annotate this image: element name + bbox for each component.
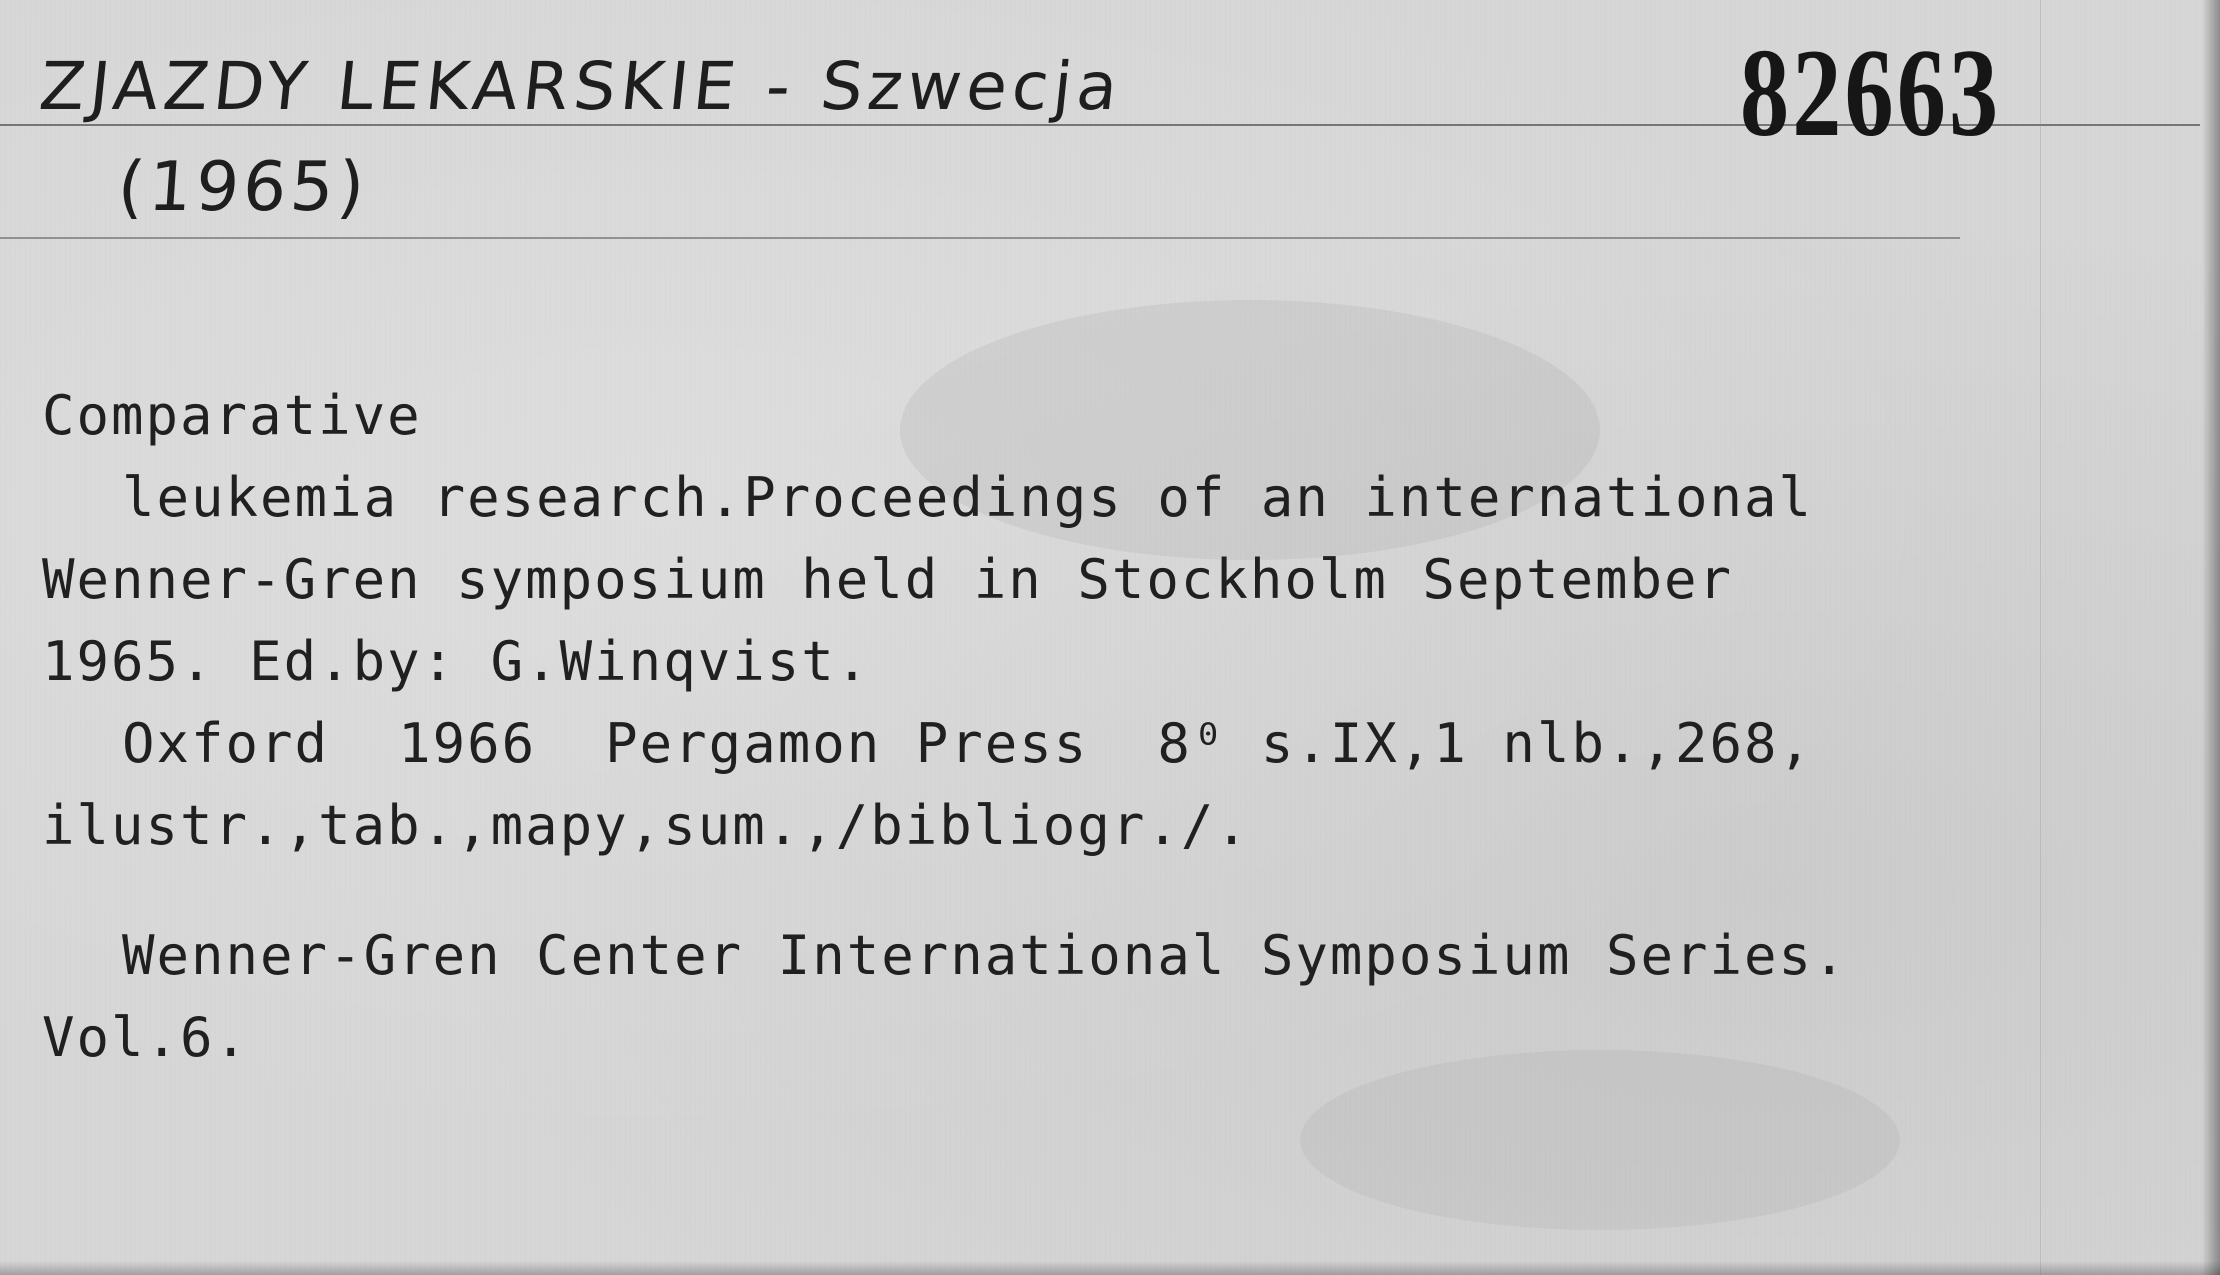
record-line: Wenner-Gren symposium held in Stockholm September [42, 548, 1734, 611]
card-edge-shadow [0, 1261, 2220, 1275]
series-line: Vol.6. [42, 1006, 250, 1069]
card-edge-shadow [2202, 0, 2220, 1275]
card-number: 82663 [1740, 24, 2002, 163]
series-line: Wenner-Gren Center International Symposium Series. [122, 924, 1848, 987]
record-line: leukemia research.Proceedings of an international [122, 466, 1814, 529]
record-line: Comparative [42, 384, 422, 447]
record-line: 1965. Ed.by: G.Winqvist. [42, 630, 871, 693]
vertical-crease [2040, 0, 2041, 1275]
record-line: ilustr.,tab.,mapy,sum.,/bibliogr./. [42, 794, 1250, 857]
subject-year: (1965) [115, 148, 371, 227]
record-line: Oxford 1966 Pergamon Press 8⁰ s.IX,1 nlb.,268, [122, 712, 1814, 775]
secondary-rule [0, 237, 1960, 239]
paper-stain [1300, 1050, 1900, 1230]
subject-heading: ZJAZDY LEKARSKIE - Szwecja [35, 48, 1127, 125]
